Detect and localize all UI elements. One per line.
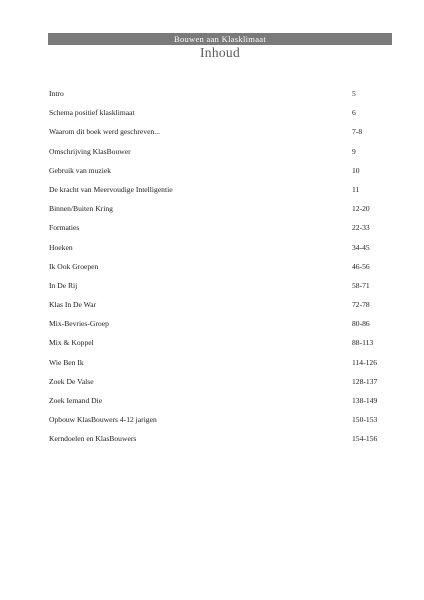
toc-row — [49, 318, 394, 337]
toc-row — [49, 299, 394, 318]
toc-row — [49, 357, 394, 376]
toc-entry-title: De kracht van Meervoudige Intelligentie — [49, 184, 173, 194]
book-title: Bouwen aan Klasklimaat — [173, 34, 267, 44]
toc-entry-title: Mix-Bevries-Groep — [49, 319, 109, 329]
toc-row — [49, 261, 394, 280]
toc-entry-title: Zoek De Valse — [49, 376, 94, 386]
toc-row — [49, 242, 394, 261]
toc-row — [49, 395, 394, 414]
toc-entry-title: Binnen/Buiten Kring — [49, 204, 113, 214]
toc-entry-title: Ik Ook Groepen — [49, 261, 99, 271]
toc-entry-title: Waarom dit boek werd geschreven... — [49, 127, 160, 137]
toc-entry-pages: 150-153 — [352, 415, 378, 425]
toc-entry-title: Gebruik van muziek — [49, 165, 111, 175]
toc-row — [49, 414, 394, 433]
toc-entry-pages: 72-78 — [352, 300, 370, 310]
toc-entry-title: Opbouw KlasBouwers 4-12 jarigen — [49, 415, 157, 425]
toc-entry-title: Formaties — [49, 223, 80, 233]
toc-row — [49, 280, 394, 299]
toc-entry-title: Omschrijving KlasBouwer — [49, 146, 131, 156]
toc-entry-pages: 138-149 — [352, 396, 378, 405]
toc-row — [49, 203, 394, 222]
page-title: Inhoud — [199, 45, 241, 60]
toc-entry-pages: 88-113 — [352, 338, 374, 348]
toc-entry-pages: 80-86 — [352, 319, 370, 329]
table-of-contents — [49, 88, 394, 453]
toc-entry-pages: 22-33 — [352, 223, 370, 233]
toc-row — [49, 433, 394, 452]
toc-entry-title: Kerndoelen en KlasBouwers — [49, 434, 137, 444]
toc-row — [49, 88, 394, 107]
toc-entry-pages: 9 — [352, 146, 356, 156]
toc-entry-pages: 128-137 — [352, 376, 378, 386]
toc-entry-pages: 7-8 — [352, 127, 363, 137]
toc-entry-pages: 46-56 — [352, 261, 370, 271]
book-title-bar — [48, 33, 392, 45]
toc-row — [49, 146, 394, 165]
toc-entry-title: Wie Ben Ik — [49, 357, 84, 367]
toc-entry-pages: 11 — [352, 184, 360, 194]
toc-row — [49, 184, 394, 203]
toc-entry-title: Schema positief klasklimaat — [49, 108, 135, 118]
toc-row — [49, 376, 394, 395]
toc-entry-title: Hoeken — [49, 242, 73, 252]
toc-entry-pages: 5 — [352, 89, 356, 98]
toc-row — [49, 222, 394, 241]
toc-row — [49, 126, 394, 145]
toc-entry-title: Mix & Koppel — [49, 338, 94, 348]
toc-row — [49, 337, 394, 356]
toc-entry-title: Klas In De War — [49, 300, 97, 310]
toc-entry-title: Zoek Iemand Die — [49, 396, 103, 405]
toc-entry-pages: 114-126 — [352, 357, 378, 367]
toc-entry-pages: 58-71 — [352, 280, 370, 290]
toc-entry-title: In De Rij — [49, 280, 78, 290]
toc-entry-pages: 10 — [352, 165, 360, 175]
toc-entry-pages: 12-20 — [352, 204, 370, 214]
toc-entry-title: Intro — [49, 89, 64, 98]
toc-entry-pages: 34-45 — [352, 242, 370, 252]
toc-entry-pages: 6 — [352, 108, 356, 118]
toc-row — [49, 107, 394, 126]
toc-row — [49, 165, 394, 184]
toc-entry-pages: 154-156 — [352, 434, 378, 444]
